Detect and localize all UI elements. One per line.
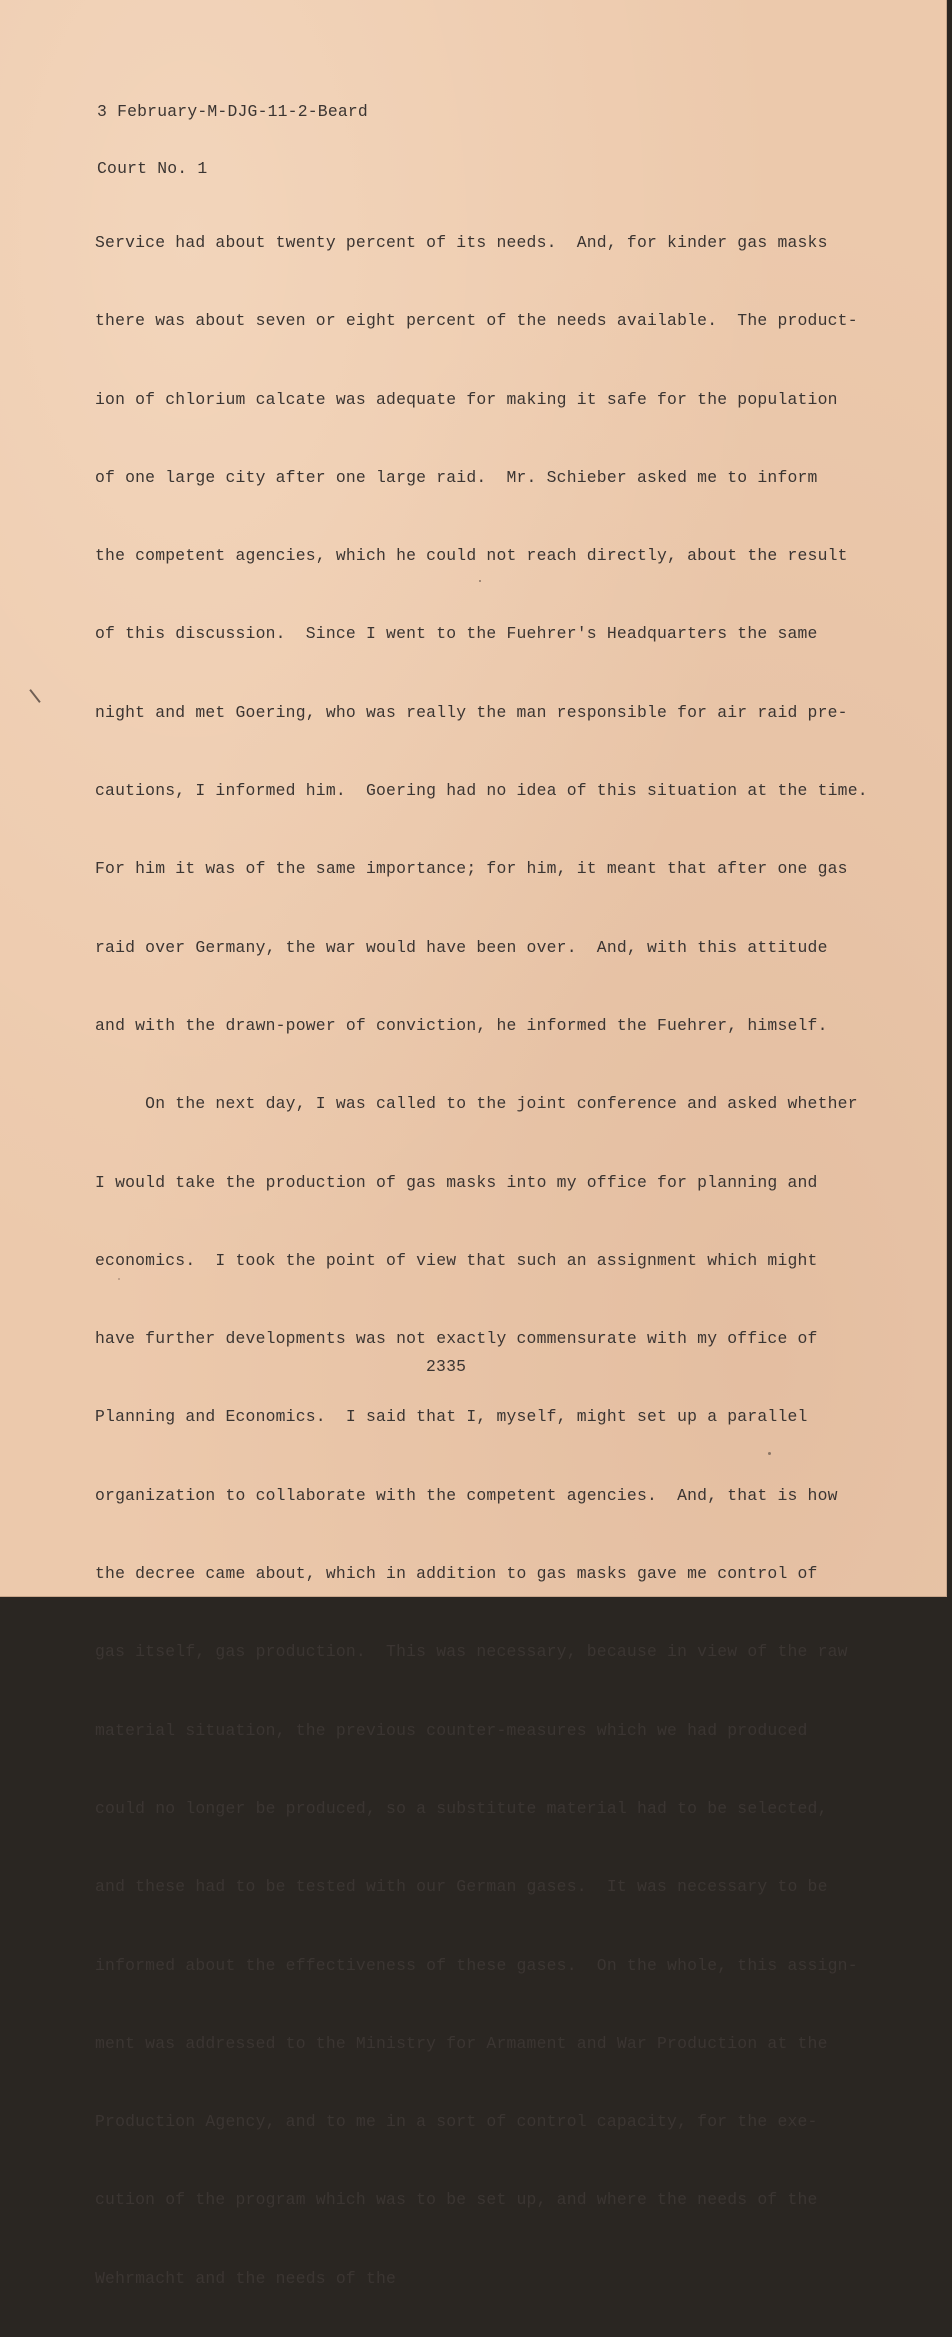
body-line: informed about the effectiveness of these gases. On the whole, this assign-	[95, 1955, 858, 1975]
body-line: night and met Goering, who was really the man responsible for air raid pre-	[95, 702, 848, 722]
margin-pencil-mark	[29, 689, 40, 703]
body-line: ion of chlorium calcate was adequate for making it safe for the population	[95, 389, 838, 409]
body-line: of one large city after one large raid. Mr. Schieber asked me to inform	[95, 467, 818, 487]
body-line: cautions, I informed him. Goering had no idea of this situation at the time.	[95, 781, 868, 801]
body-line: Production Agency, and to me in a sort of control capacity, for the exe-	[95, 2112, 818, 2132]
page-number: 2335	[426, 1357, 467, 1376]
body-line: economics. I took the point of view that such an assignment which might	[95, 1250, 818, 1270]
body-line: cution of the program which was to be set up, and where the needs of the	[95, 2190, 818, 2210]
body-line: gas itself, gas production. This was necessary, because in view of the raw	[95, 1642, 848, 1662]
body-line: organization to collaborate with the competent agencies. And, that is how	[95, 1485, 838, 1505]
paper-speck	[768, 1452, 771, 1455]
body-line: have further developments was not exactly commensurate with my office of	[95, 1329, 818, 1349]
body-line: On the next day, I was called to the joint conference and asked whether	[95, 1094, 858, 1114]
body-line: the decree came about, which in addition to gas masks gave me control of	[95, 1564, 818, 1584]
header-reference-line: 3 February-M-DJG-11-2-Beard	[97, 102, 368, 121]
body-line: For him it was of the same importance; for him, it meant that after one gas	[95, 859, 848, 879]
body-line: Wehrmacht and the needs of the	[95, 2268, 397, 2288]
body-line: ment was addressed to the Ministry for Armament and War Production at the	[95, 2033, 828, 2053]
body-line: and these had to be tested with our German gases. It was necessary to be	[95, 1877, 828, 1897]
header-court-line: Court No. 1	[97, 159, 208, 178]
body-line: material situation, the previous counter-measures which we had produced	[95, 1720, 808, 1740]
body-line: raid over Germany, the war would have been over. And, with this attitude	[95, 937, 828, 957]
paper-speck	[118, 1278, 120, 1280]
body-line: Service had about twenty percent of its needs. And, for kinder gas masks	[95, 233, 828, 252]
paper-speck	[479, 580, 481, 582]
body-line: of this discussion. Since I went to the Fuehrer's Headquarters the same	[95, 624, 818, 644]
body-line: there was about seven or eight percent of the needs available. The product-	[95, 311, 858, 331]
body-line: and with the drawn-power of conviction, he informed the Fuehrer, himself.	[95, 1015, 828, 1035]
transcript-body	[95, 185, 895, 2337]
body-line: the competent agencies, which he could not reach directly, about the result	[95, 546, 848, 566]
body-line: Planning and Economics. I said that I, myself, might set up a parallel	[95, 1407, 808, 1427]
body-line: could no longer be produced, so a substitute material had to be selected,	[95, 1798, 828, 1818]
body-line: I would take the production of gas masks into my office for planning and	[95, 1172, 818, 1192]
